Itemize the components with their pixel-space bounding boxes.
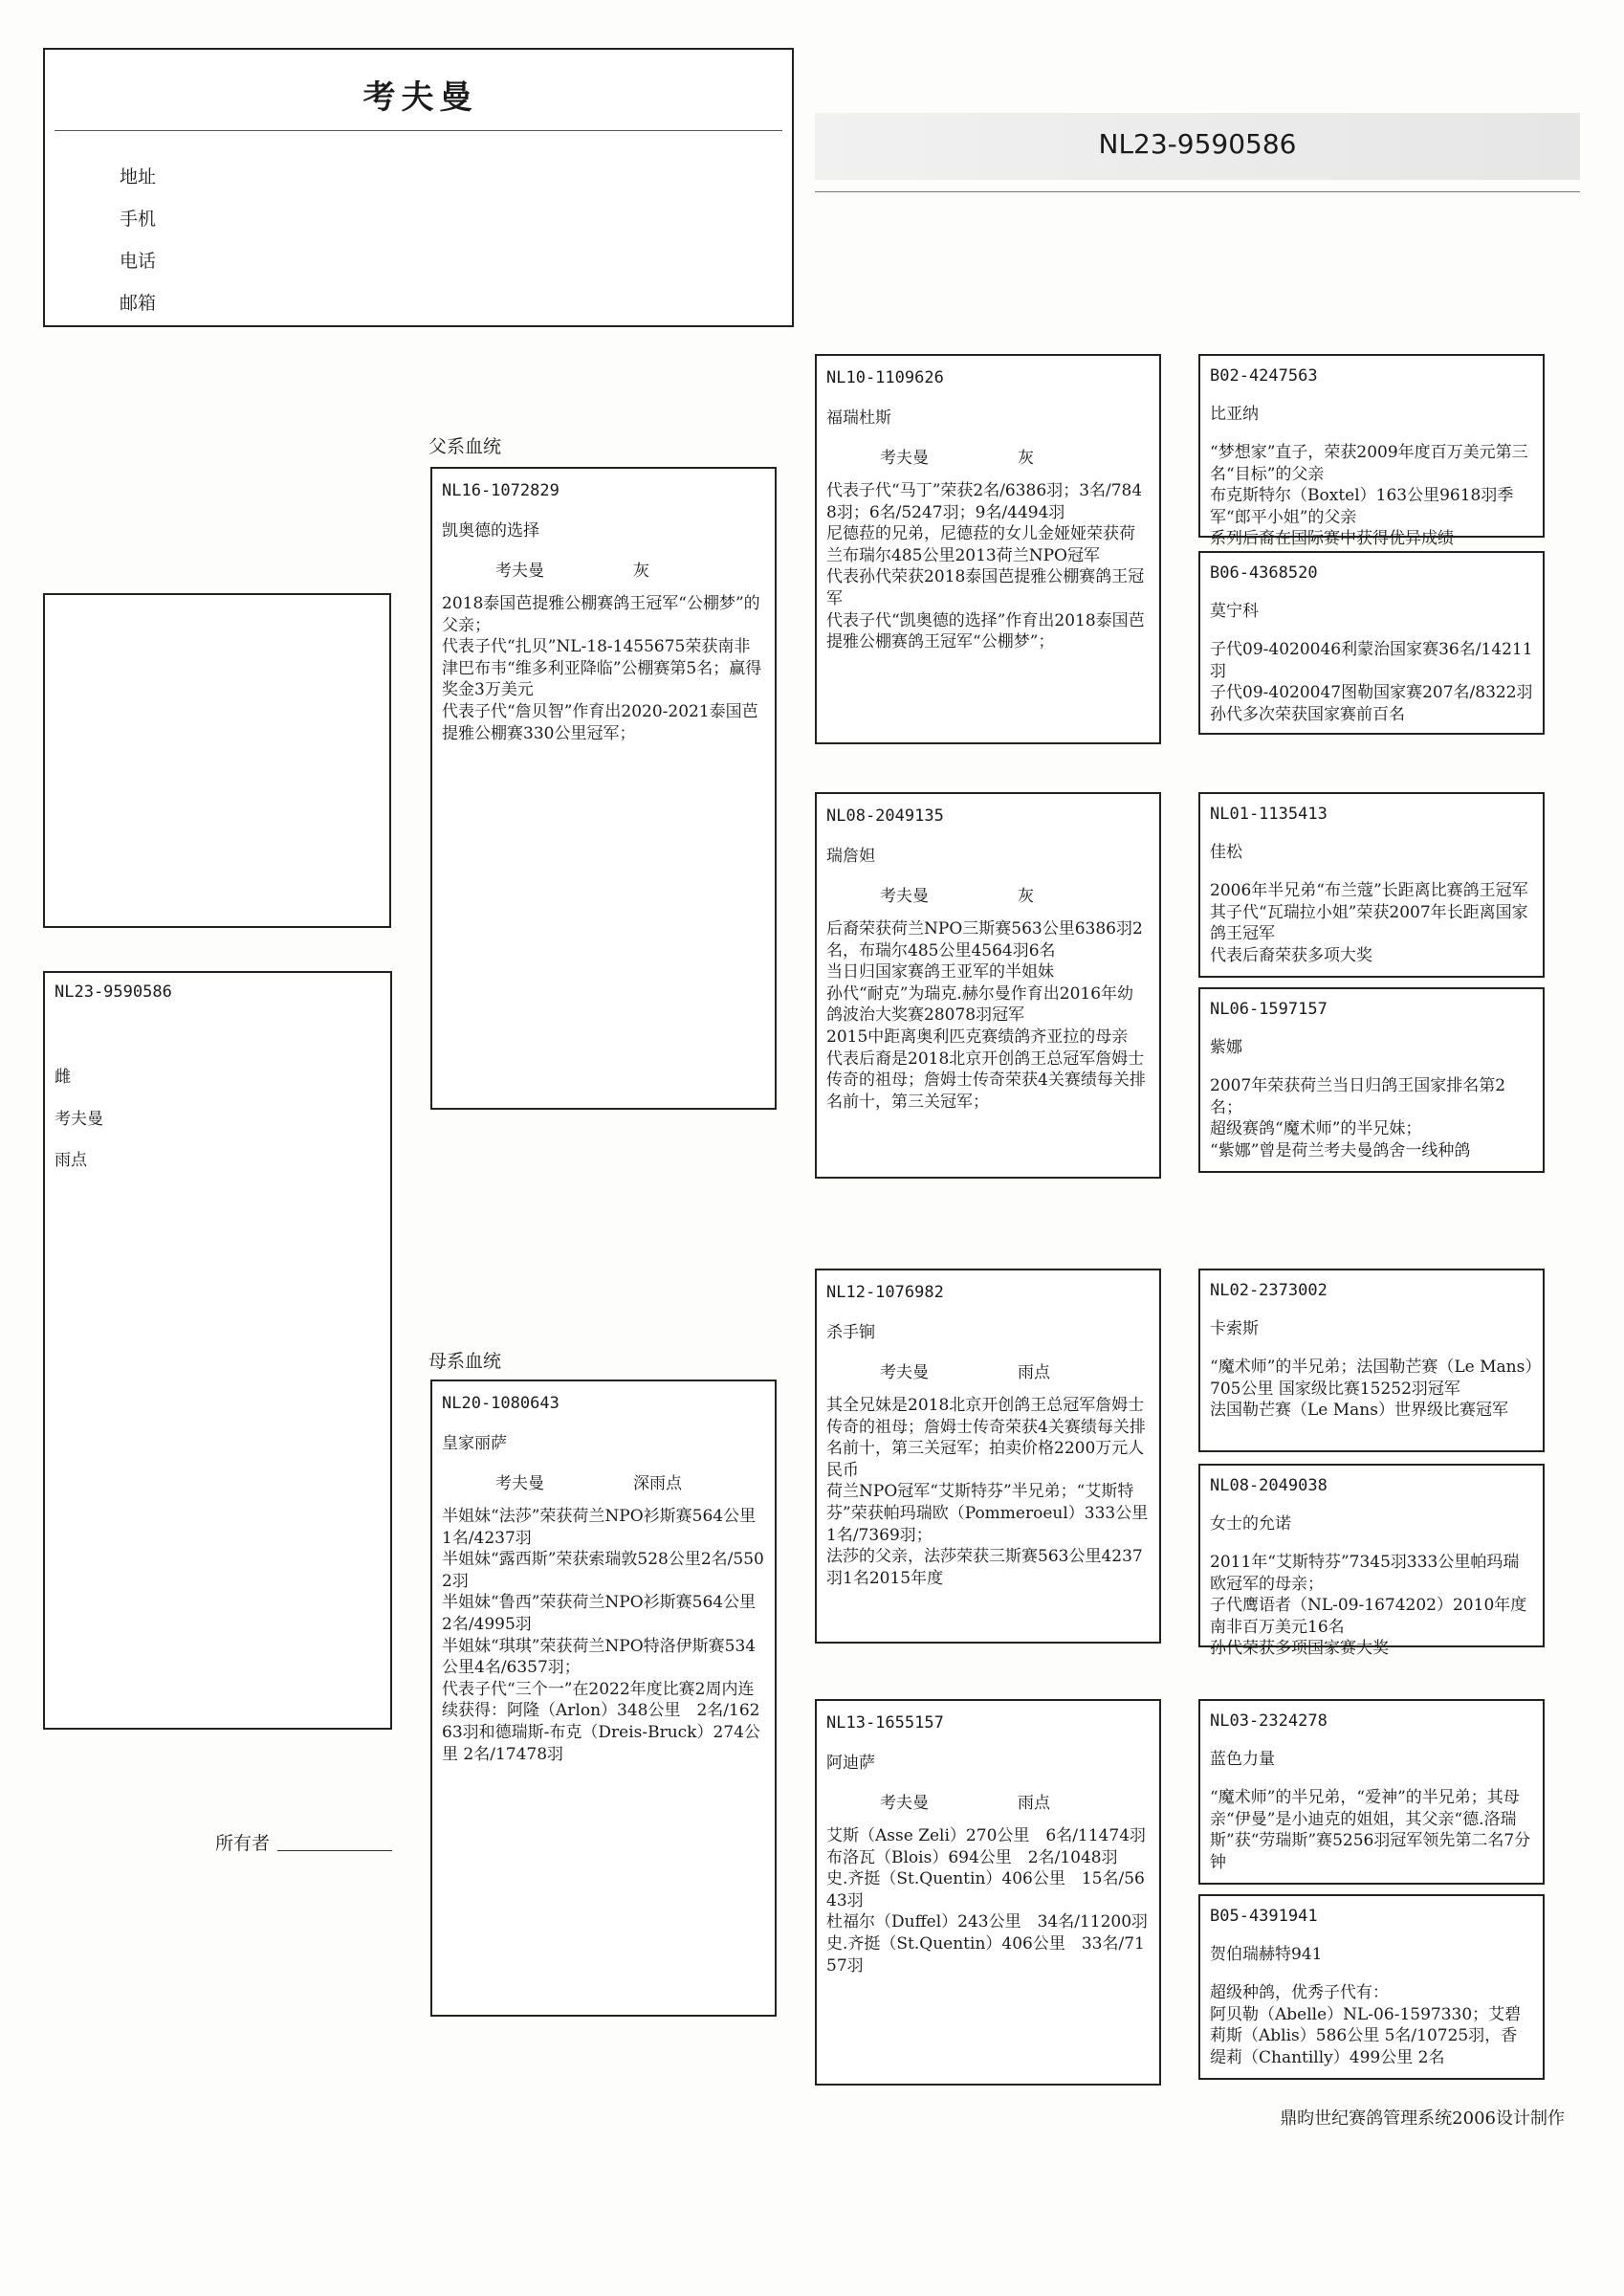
grand-strain: 考夫曼	[880, 887, 929, 906]
grand-color: 灰	[1018, 449, 1034, 468]
header-divider	[55, 130, 782, 131]
dam-strain: 考夫曼	[495, 1474, 544, 1493]
great-name: 紫娜	[1210, 1038, 1242, 1057]
dam-description: 半姐妹“法莎”荣获荷兰NPO衫斯赛564公里1名/4237羽 半姐妹“露西斯”荣获索瑞敦528公里2名/5502羽 半姐妹“鲁西”荣获荷兰NPO衫斯赛564公里2名/4995羽 半姐妹“琪琪”荣获荷兰NPO特洛伊斯赛534公里4名/6357羽； 代表子代“三个一”在2022年度比赛2周内连续获得：阿隆（Arlon）348公里 2名/16263羽和德瑞斯-布克（Dreis-Bruck）274公里 2名/17478羽	[442, 1507, 764, 1764]
great-description: 子代09-4020046利蒙治国家赛36名/14211羽 子代09-4020047图勒国家赛207名/8322羽 孙代多次荣获国家赛前百名	[1210, 640, 1533, 724]
great-grandparent-box	[1198, 1894, 1545, 2080]
great-grandparent-box	[1198, 1464, 1545, 1659]
owner-signature-line	[277, 1850, 392, 1851]
great-grandparent-box	[1198, 354, 1545, 549]
great-description: “梦想家”直子，荣获2009年度百万美元第三名“目标”的父亲 布克斯特尔（Boxtel）163公里9618羽季军“郎平小姐”的父亲 系列后裔在国际赛中获得优异成绩	[1210, 443, 1528, 549]
dam-lineage-label: 母系血统	[428, 1351, 502, 1372]
granddam-paternal-box	[815, 792, 1161, 1179]
great-grandparent-box	[1198, 987, 1545, 1173]
grand-color: 雨点	[1018, 1363, 1050, 1382]
owner-field-mobile: 手机	[120, 209, 157, 230]
sire-description: 2018泰国芭提雅公棚赛鸽王冠军“公棚梦”的父亲； 代表子代“扎贝”NL-18-1455675荣获南非津巴布韦“维多利亚降临”公棚赛第5名；赢得奖金3万美元 代表子代“詹贝智”作育出2020-2021泰国芭提雅公棚赛330公里冠军；	[442, 594, 762, 743]
subject-ring: NL23-9590586	[55, 982, 172, 1002]
grand-strain: 考夫曼	[880, 1363, 929, 1382]
great-description: 2007年荣获荷兰当日归鸽王国家排名第2名； 超级赛鸽“魔术师”的半兄妹； “紫娜”曾是荷兰考夫曼鸽舍一线种鸽	[1210, 1076, 1506, 1160]
great-description: “魔术师”的半兄弟；法国勒芒赛（Le Mans）705公里 国家级比赛15252羽冠军 法国勒芒赛（Le Mans）世界级比赛冠军	[1210, 1358, 1533, 1421]
grand-description: 代表子代“马丁”荣获2名/6386羽；3名/7848羽；6名/5247羽；9名/4494羽 尼德菈的兄弟，尼德菈的女儿金娅娅荣获荷兰布瑞尔485公里2013荷兰NPO冠军 代表孙代荣获2018泰国芭提雅公棚赛鸽王冠军 代表子代“凯奥德的选择”作育出2018泰国芭提雅公棚赛鸽王冠军“公棚梦”；	[826, 481, 1145, 652]
grand-strain: 考夫曼	[880, 1794, 929, 1813]
owner-field-email: 邮箱	[120, 293, 157, 314]
great-ring: NL03-2324278	[1210, 1711, 1328, 1731]
owner-header-box	[43, 48, 794, 327]
footer-credit: 鼎昀世纪赛鸽管理系统2006设计制作	[1280, 2108, 1565, 2129]
sire-ring: NL16-1072829	[442, 481, 560, 500]
top-ring-rule	[815, 191, 1580, 192]
grand-name: 阿迪萨	[826, 1754, 875, 1773]
dam-name: 皇家丽萨	[442, 1434, 507, 1453]
grand-name: 杀手锏	[826, 1323, 875, 1342]
sire-strain: 考夫曼	[495, 562, 544, 581]
grand-attributes	[826, 1793, 1150, 1818]
great-ring: NL02-2373002	[1210, 1281, 1328, 1300]
great-ring: NL06-1597157	[1210, 1000, 1328, 1019]
great-name: 贺伯瑞赫特941	[1210, 1945, 1323, 1964]
dam-box	[430, 1380, 777, 2017]
great-description: 超级种鸽，优秀子代有： 阿贝勒（Abelle）NL-06-1597330；艾碧莉斯（Ablis）586公里 5名/10725羽，香缇莉（Chantilly）499公里 2名	[1210, 1983, 1522, 2067]
grand-attributes	[826, 886, 1150, 911]
owner-name: 考夫曼	[362, 78, 478, 117]
great-name: 佳松	[1210, 843, 1242, 862]
sire-lineage-label: 父系血统	[428, 436, 502, 457]
photo-box	[43, 593, 391, 928]
owner-field-address: 地址	[120, 166, 157, 188]
grand-strain: 考夫曼	[880, 449, 929, 468]
grand-name: 瑞詹妲	[826, 847, 875, 866]
great-name: 莫宁科	[1210, 602, 1259, 621]
grand-description: 艾斯（Asse Zeli）270公里 6名/11474羽 布洛瓦（Blois）694公里 2名/1048羽 史.齐挺（St.Quentin）406公里 15名/5643羽 杜福尔（Duffel）243公里 34名/11200羽 史.齐挺（St.Quentin）406公里 33名/7157羽	[826, 1826, 1149, 1976]
grand-name: 福瑞杜斯	[826, 408, 891, 428]
great-name: 蓝色力量	[1210, 1750, 1275, 1769]
great-grandparent-box	[1198, 1269, 1545, 1452]
grand-color: 雨点	[1018, 1794, 1050, 1813]
subject-sex: 雌	[55, 1068, 71, 1087]
grandsire-maternal-box	[815, 1269, 1161, 1644]
owner-signature-label: 所有者	[215, 1833, 271, 1854]
great-ring: B05-4391941	[1210, 1907, 1318, 1926]
grand-description: 后裔荣获荷兰NPO三斯赛563公里6386羽2名，布瑞尔485公里4564羽6名 当日归国家赛鸽王亚军的半姐妹 孙代“耐克”为瑞克.赫尔曼作育出2016年幼鸽波治大奖赛28078羽冠军 2015中距离奥利匹克赛绩鸽齐亚拉的母亲 代表后裔是2018北京开创鸽王总冠军詹姆士传奇的祖母；詹姆士传奇荣获4关赛绩每关排名前十，第三关冠军；	[826, 919, 1146, 1112]
grand-color: 灰	[1018, 887, 1034, 906]
dam-ring: NL20-1080643	[442, 1394, 560, 1413]
dam-attributes	[442, 1473, 765, 1498]
great-grandparent-box	[1198, 551, 1545, 735]
sire-box	[430, 467, 777, 1110]
great-name: 女士的允诺	[1210, 1514, 1291, 1534]
great-ring: B06-4368520	[1210, 563, 1318, 583]
great-grandparent-box	[1198, 792, 1545, 978]
dam-color: 深雨点	[633, 1474, 682, 1493]
great-ring: NL08-2049038	[1210, 1476, 1328, 1495]
granddam-maternal-box	[815, 1699, 1161, 2086]
top-ring-number: NL23-9590586	[1098, 128, 1297, 160]
sire-attributes	[442, 561, 765, 585]
great-ring: B02-4247563	[1210, 366, 1318, 386]
great-description: “魔术师”的半兄弟，“爱神”的半兄弟；其母亲“伊曼”是小迪克的姐姐，其父亲“德.洛瑞斯”获“劳瑞斯”赛5256羽冠军领先第二名7分钟	[1210, 1788, 1531, 1872]
grand-ring: NL08-2049135	[826, 806, 944, 826]
grand-ring: NL12-1076982	[826, 1283, 944, 1302]
grandsire-paternal-box	[815, 354, 1161, 744]
sire-color: 灰	[633, 562, 649, 581]
grand-attributes	[826, 1362, 1150, 1387]
grand-ring: NL10-1109626	[826, 368, 944, 387]
owner-field-phone: 电话	[120, 251, 157, 272]
grand-description: 其全兄妹是2018北京开创鸽王总冠军詹姆士传奇的祖母；詹姆士传奇荣获4关赛绩每关排名前十，第三关冠军；拍卖价格2200万元人民币 荷兰NPO冠军“艾斯特芬”半兄弟；“艾斯特芬”荣获帕玛瑞欧（Pommeroeul）333公里 1名/7369羽； 法莎的父亲，法莎荣获三斯赛563公里4237羽1名2015年度	[826, 1396, 1149, 1588]
grand-attributes	[826, 448, 1150, 473]
great-name: 卡索斯	[1210, 1319, 1259, 1338]
great-description: 2011年“艾斯特芬”7345羽333公里帕玛瑞欧冠军的母亲； 子代鹰语者（NL-09-1674202）2010年度南非百万美元16名 孙代荣获多项国家赛大奖	[1210, 1553, 1527, 1659]
great-grandparent-box	[1198, 1699, 1545, 1885]
subject-color: 雨点	[55, 1151, 87, 1170]
subject-strain: 考夫曼	[55, 1110, 103, 1129]
great-name: 比亚纳	[1210, 405, 1259, 424]
grand-ring: NL13-1655157	[826, 1713, 944, 1733]
great-description: 2006年半兄弟“布兰蔻”长距离比赛鸽王冠军 其子代“瓦瑞拉小姐”荣获2007年长距离国家鸽王冠军 代表后裔荣获多项大奖	[1210, 881, 1528, 965]
subject-box	[43, 971, 392, 1730]
great-ring: NL01-1135413	[1210, 805, 1328, 824]
sire-name: 凯奥德的选择	[442, 521, 539, 541]
